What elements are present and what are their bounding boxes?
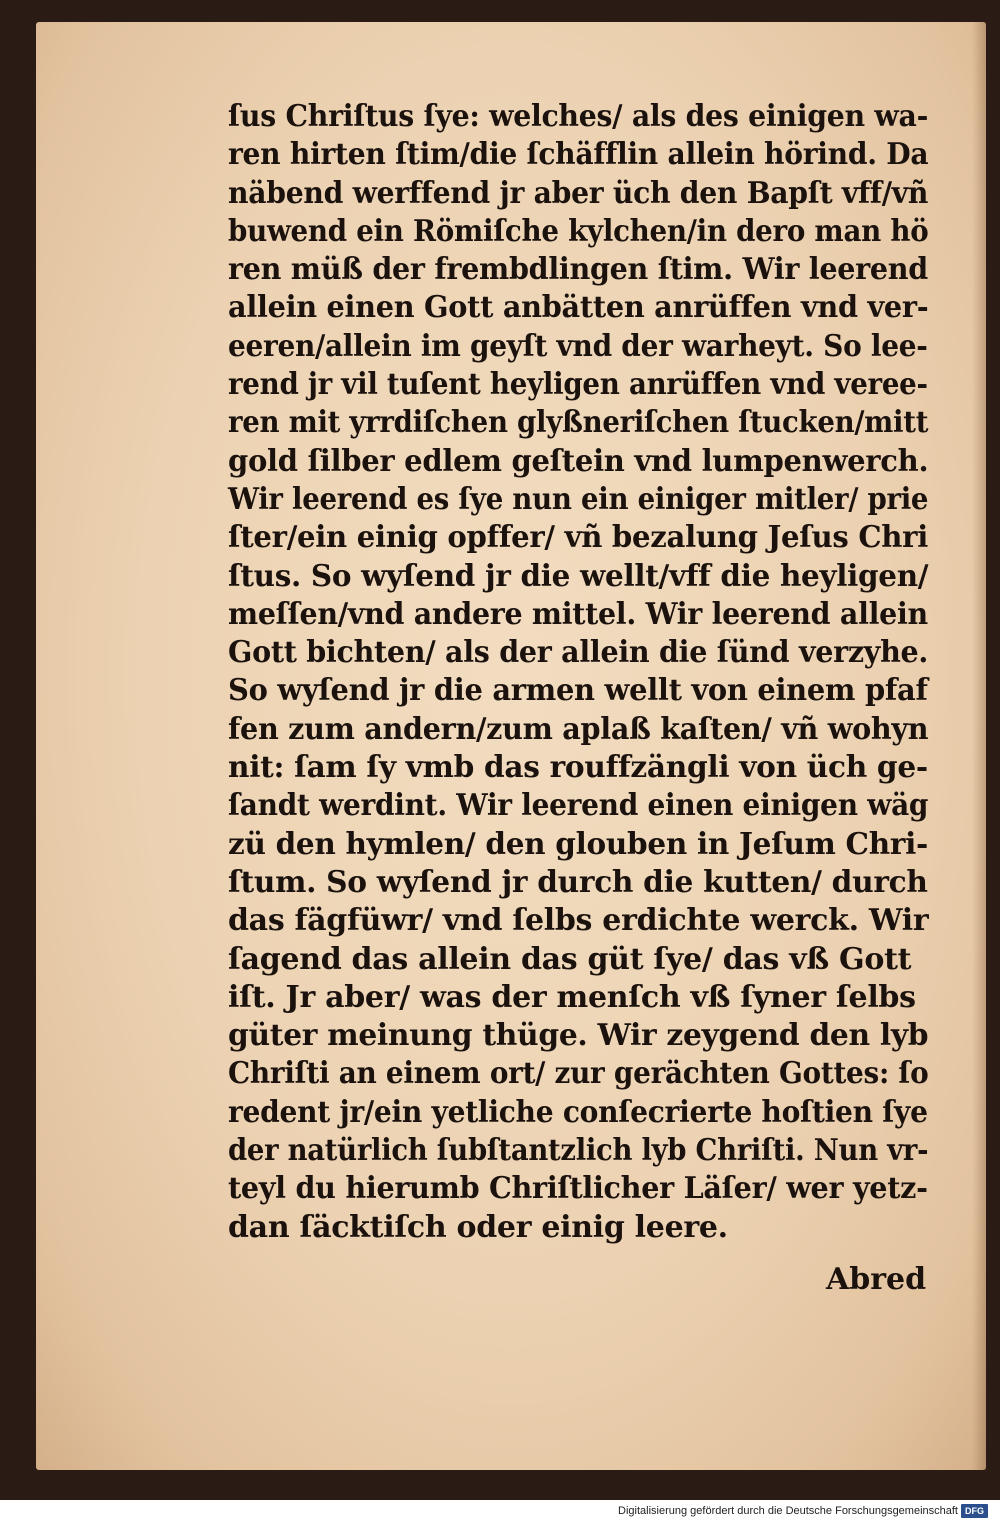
page-text	[228, 98, 928, 1247]
text-line: ren hirten ſtim/die ſchäfflin allein hörind. Da	[228, 137, 929, 173]
text-line: meſſen/vnd andere mittel. Wir leerend allein	[228, 596, 928, 632]
text-line: ſandt werdint. Wir leerend einen einigen wäg	[228, 788, 929, 824]
text-line: eeren/allein im geyſt vnd der warheyt. So lee-	[228, 328, 928, 364]
page-edge-shadow	[972, 22, 986, 1470]
text-line: ſtum. So wyſend jr durch die kutten/ durch	[228, 864, 928, 900]
text-line: Wir leerend es ſye nun ein einiger mitler/ prie	[228, 481, 929, 517]
text-line: ſter/ein einig opffer/ vñ bezalung Jeſus Chri	[228, 520, 928, 556]
text-line: rend jr vil tuſent heyligen anrüffen vnd veree-	[228, 367, 928, 403]
text-line: iſt. Jr aber/ was der menſch vß ſyner ſelbs	[228, 979, 916, 1015]
text-line: ren mit yrrdiſchen glyßneriſchen ſtucken/mitt	[228, 405, 929, 441]
text-line: Gott bichten/ als der allein die ſünd verzyhe.	[228, 635, 929, 671]
text-line: dan ſäcktiſch oder einig leere.	[228, 1209, 728, 1245]
dfg-logo: DFG	[961, 1504, 988, 1518]
text-line: So wyſend jr die armen wellt von einem pfaf	[228, 673, 928, 709]
text-line: das fägfüwr/ vnd ſelbs erdichte werck. Wir	[228, 903, 929, 939]
text-line: allein einen Gott anbätten anrüffen vnd ver-	[228, 290, 929, 326]
text-line: ſagend das allein das güt ſye/ das vß Gott	[228, 941, 912, 977]
text-line: der natürlich ſubſtantzlich lyb Chriſti. Nun vr-	[228, 1133, 929, 1169]
text-line: näbend werffend jr aber üch den Bapſt vff/vñ	[228, 175, 929, 211]
text-line: ſtus. So wyſend jr die wellt/vff die heyligen/	[228, 558, 929, 594]
text-line: buwend ein Römiſche kylchen/in dero man hö	[228, 213, 929, 249]
text-line: nit: ſam ſy vmb das rouffzängli von üch ge-	[228, 750, 928, 786]
text-line: fen zum andern/zum aplaß kaſten/ vñ wohyn	[228, 711, 929, 747]
text-line: gold ſilber edlem geſtein vnd lumpenwerch.	[228, 443, 929, 479]
text-line: ren müß der frembdlingen ſtim. Wir leerend	[228, 252, 928, 288]
text-line: ſus Chriſtus ſye: welches/ als des einigen wa-	[228, 99, 929, 134]
catchword: Abred	[826, 1262, 927, 1297]
text-line: teyl du hierumb Chriſtlicher Läſer/ wer yetz-	[228, 1171, 928, 1207]
text-line: güter meinung thüge. Wir zeygend den lyb	[228, 1018, 929, 1054]
text-line: zü den hymlen/ den glouben in Jeſum Chri-	[228, 826, 928, 862]
text-line: redent jr/ein yetliche conſecrierte hoſtien ſye	[228, 1094, 928, 1130]
digitization-credit: Digitalisierung gefördert durch die Deutsche Forschungsgemeinschaft	[618, 1505, 958, 1517]
text-line: Chriſti an einem ort/ zur gerächten Gottes: ſo	[228, 1056, 929, 1092]
footer-bar	[0, 1500, 1000, 1523]
